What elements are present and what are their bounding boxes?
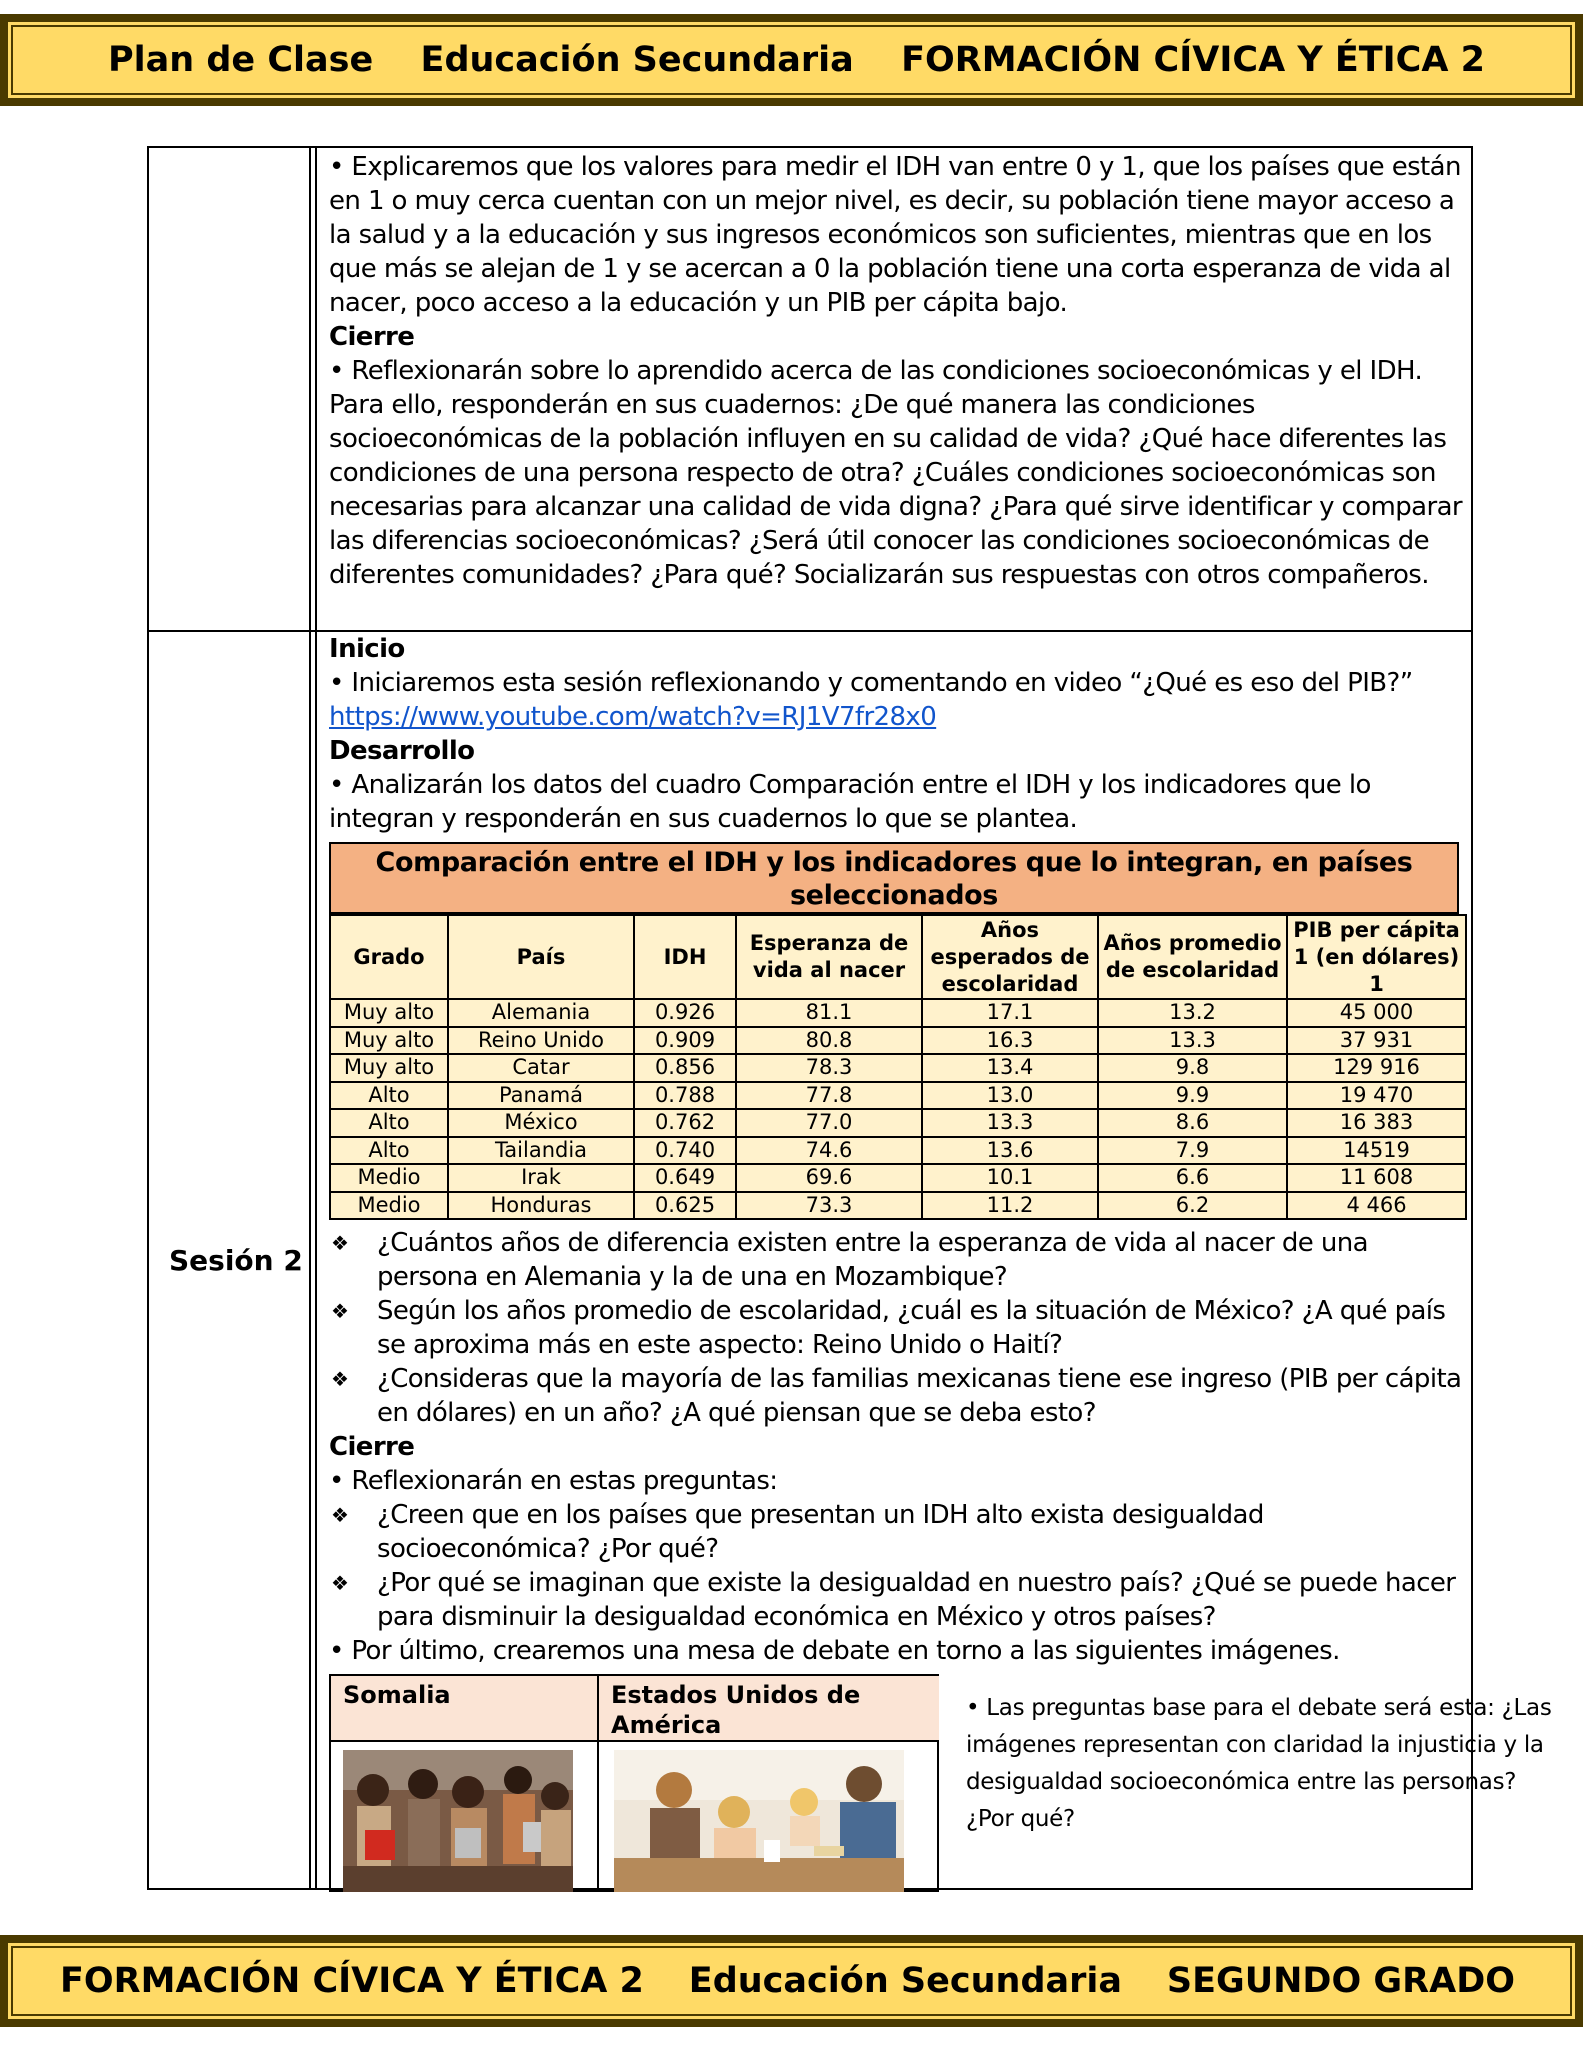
session-label: Sesión 2 [169,1244,303,1277]
diamond-bullet-icon: ❖ [331,1571,349,1595]
footer-right: SEGUNDO GRADO [1166,1961,1515,2001]
inicio-title: Inicio [329,634,405,664]
table-cell: 0.625 [634,1192,736,1220]
table-cell: 17.1 [922,999,1098,1027]
table-cell: 77.8 [736,1082,922,1110]
table-cell: 9.8 [1098,1054,1287,1082]
table-cell: Muy alto [330,1027,448,1055]
question-text: ¿Por qué se imaginan que existe la desigualdad en nuestro país? ¿Qué se puede hacer para disminuir la desigualdad económica en México y otros países? [377,1568,1456,1632]
row2-intro [329,632,1464,836]
table-cell: 45 000 [1287,999,1466,1027]
table-cell: México [448,1109,634,1137]
page-header [0,14,1583,106]
debate-prompt: • Las preguntas base para el debate será esta: ¿Las imágenes representan con claridad la injusticia y la desigualdad socioeconómica entre las personas? ¿Por qué? [966,1695,1552,1832]
column-divider [309,148,311,1888]
table-cell: 7.9 [1098,1137,1287,1165]
table-cell: 129 916 [1287,1054,1466,1082]
header-left: Plan de Clase [108,40,374,80]
table-cell: 81.1 [736,999,922,1027]
table-cell: 37 931 [1287,1027,1466,1055]
diamond-bullet-icon: ❖ [331,1503,349,1527]
img-right-label: Estados Unidos de América [599,1676,939,1740]
table-cell: 13.2 [1098,999,1287,1027]
table-cell: 6.6 [1098,1164,1287,1192]
question-text: ¿Cuántos años de diferencia existen entre la esperanza de vida al nacer de una persona en Alemania y la de una en Mozambique? [377,1228,1368,1292]
table-cell: 6.2 [1098,1192,1287,1220]
table-cell: Catar [448,1054,634,1082]
table-cell: 77.0 [736,1109,922,1137]
table-cell: Medio [330,1164,448,1192]
idh-table-block [329,842,1459,1220]
col-header-grado: Grado [330,915,448,999]
diamond-bullet-icon: ❖ [331,1367,349,1391]
table-cell: Irak [448,1164,634,1192]
table-cell: Medio [330,1192,448,1220]
cierre-question-list [329,1498,1464,1634]
table-row [330,1027,1466,1055]
row1-cierre-paragraph: • Reflexionarán sobre lo aprendido acerca de las condiciones socioeconómicas y el IDH. Para ello, responderán en sus cuadernos: ¿De qué manera las condiciones socioeconómicas de la población influyen en su calidad de vida? ¿Qué hace diferentes las condiciones de una persona respecto de otra? ¿Cuáles condiciones socioeconómicas son necesarias para alcanzar una calidad de vida digna? ¿Para qué sirve identificar y comparar las diferencias socioeconómicas? ¿Será útil conocer las condiciones socioeconómicas de diferentes comunidades? ¿Para qué? Socializarán sus respuestas con otros compañeros. [329,356,1463,590]
idh-table [329,914,1467,1220]
img-left-label: Somalia [331,1676,597,1740]
lesson-table [147,146,1473,1890]
col-header-idh: IDH [634,915,736,999]
desarrollo-title: Desarrollo [329,736,475,766]
table-cell: 13.0 [922,1082,1098,1110]
cierre-title: Cierre [329,1432,415,1462]
col-header-anos-promedio: Años promedio de escolaridad [1098,915,1287,999]
idh-table-header-row [330,915,1466,999]
table-row [330,999,1466,1027]
table-cell: 11 608 [1287,1164,1466,1192]
table-cell: 74.6 [736,1137,922,1165]
footer-center: Educación Secundaria [688,1961,1122,2001]
row2-questions [329,1226,1464,1668]
table-cell: 69.6 [736,1164,922,1192]
header-center: Educación Secundaria [420,40,854,80]
table-cell: 0.740 [634,1137,736,1165]
table-cell: Muy alto [330,999,448,1027]
row1-cierre-title: Cierre [329,322,415,352]
table-cell: 0.762 [634,1109,736,1137]
idh-table-title: Comparación entre el IDH y los indicadores que lo integran, en países seleccionados [329,842,1459,914]
table-cell: 80.8 [736,1027,922,1055]
table-row [330,1082,1466,1110]
table-cell: Honduras [448,1192,634,1220]
table-cell: Alto [330,1137,448,1165]
list-item [329,1294,1464,1362]
list-item [329,1362,1464,1430]
table-cell: 78.3 [736,1054,922,1082]
col-header-pib: PIB per cápita 1 (en dólares) 1 [1287,915,1466,999]
final-text: • Por último, crearemos una mesa de debate en torno a las siguientes imágenes. [329,1636,1340,1666]
images-row-divider [331,1740,937,1742]
table-cell: 19 470 [1287,1082,1466,1110]
table-row [330,1054,1466,1082]
table-cell: Muy alto [330,1054,448,1082]
list-item [329,1226,1464,1294]
question-text: Según los años promedio de escolaridad, ¿cuál es la situación de México? ¿A qué país se aproxima más en este aspecto: Reino Unido o Haití? [377,1296,1446,1360]
row1-paragraph: • Explicaremos que los valores para medir el IDH van entre 0 y 1, que los países que están en 1 o muy cerca cuentan con un mejor nivel, es decir, su población tiene mayor acceso a la salud y a la educación y sus ingresos económicos son suficientes, mientras que en los que más se alejan de 1 y se acercan a 0 la población tiene una corta esperanza de vida al nacer, poco acceso a la educación y un PIB per cápita bajo. [329,152,1461,318]
table-cell: 13.4 [922,1054,1098,1082]
table-cell: 13.6 [922,1137,1098,1165]
column-divider-inner [315,148,317,1888]
col-header-esperanza: Esperanza de vida al nacer [736,915,922,999]
table-cell: 0.909 [634,1027,736,1055]
images-column-divider [597,1676,599,1890]
page-footer [0,1935,1583,2027]
images-table [329,1674,939,1892]
table-cell: 11.2 [922,1192,1098,1220]
table-cell: 0.788 [634,1082,736,1110]
table-cell: Panamá [448,1082,634,1110]
list-item [329,1566,1464,1634]
somalia-children-photo [343,1750,573,1892]
list-item [329,1498,1464,1566]
row1-content [329,150,1464,592]
table-row [330,1109,1466,1137]
col-header-anos-esperados: Años esperados de escolaridad [922,915,1098,999]
table-cell: Alto [330,1109,448,1137]
table-cell: 73.3 [736,1192,922,1220]
table-cell: 9.9 [1098,1082,1287,1110]
table-cell: Alto [330,1082,448,1110]
table-cell: 0.649 [634,1164,736,1192]
table-cell: 16.3 [922,1027,1098,1055]
table-cell: 16 383 [1287,1109,1466,1137]
footer-left: FORMACIÓN CÍVICA Y ÉTICA 2 [60,1961,644,2001]
table-cell: 0.926 [634,999,736,1027]
table-cell: 13.3 [922,1109,1098,1137]
question-text: ¿Consideras que la mayoría de las familias mexicanas tiene ese ingreso (PIB per cápita en dólares) en un año? ¿A qué piensan que se deba esto? [377,1364,1462,1428]
header-right: FORMACIÓN CÍVICA Y ÉTICA 2 [901,40,1485,80]
table-cell: 8.6 [1098,1109,1287,1137]
table-cell: 14519 [1287,1137,1466,1165]
table-row [330,1192,1466,1220]
col-header-pais: País [448,915,634,999]
table-row [330,1137,1466,1165]
inicio-text: • Iniciaremos esta sesión reflexionando y comentando en video “¿Qué es eso del PIB?” [329,668,1413,698]
table-cell: 13.3 [1098,1027,1287,1055]
cierre-text: • Reflexionarán en estas preguntas: [329,1466,778,1496]
table-row [330,1164,1466,1192]
diamond-bullet-icon: ❖ [331,1299,349,1323]
diamond-bullet-icon: ❖ [331,1231,349,1255]
table-cell: Reino Unido [448,1027,634,1055]
table-cell: Tailandia [448,1137,634,1165]
desarrollo-text: • Analizarán los datos del cuadro Comparación entre el IDH y los indicadores que lo integran y responderán en sus cuadernos lo que se plantea. [329,770,1371,834]
table-cell: 4 466 [1287,1192,1466,1220]
usa-family-photo [614,1750,904,1892]
table-cell: Alemania [448,999,634,1027]
question-list [329,1226,1464,1430]
table-cell: 0.856 [634,1054,736,1082]
video-link[interactable]: https://www.youtube.com/watch?v=RJ1V7fr28x0 [329,702,937,732]
table-cell: 10.1 [922,1164,1098,1192]
question-text: ¿Creen que en los países que presentan un IDH alto exista desigualdad socioeconómica? ¿Por qué? [377,1500,1264,1564]
